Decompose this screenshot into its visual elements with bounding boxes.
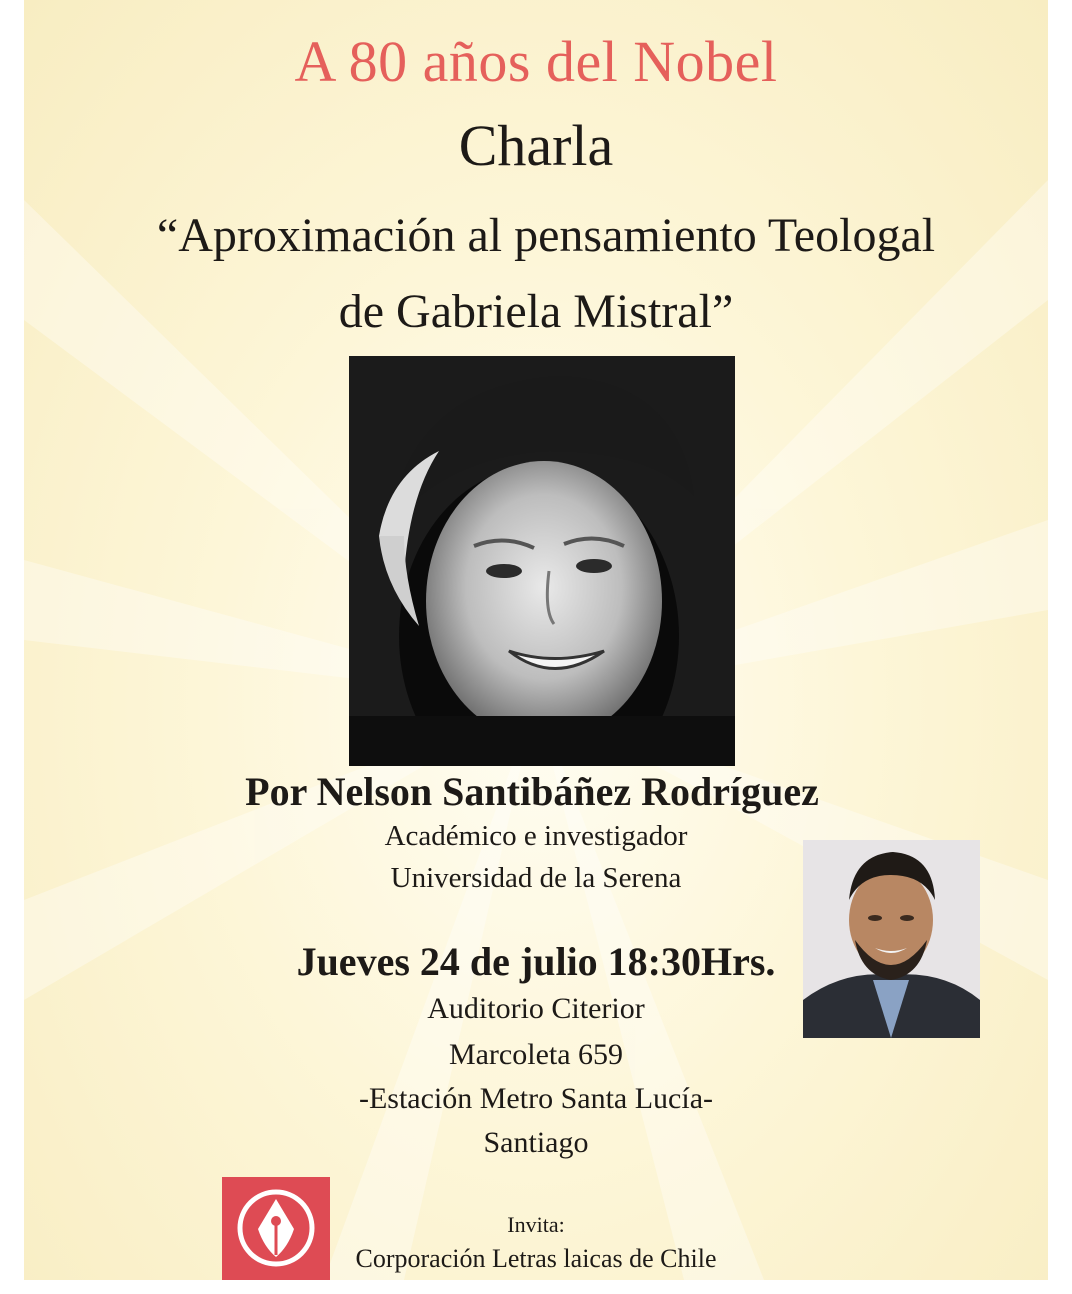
event-type-heading: Charla	[458, 113, 614, 178]
venue-metro: -Estación Metro Santa Lucía-	[358, 1082, 714, 1115]
venue-city: Santiago	[483, 1126, 589, 1159]
speaker-photo	[803, 840, 980, 1038]
gabriela-mistral-portrait	[349, 356, 735, 766]
talk-title-line-1: “Aproximación al pensamiento Teologal	[156, 209, 936, 262]
organizer-name: Corporación Letras laicas de Chile	[355, 1244, 717, 1273]
anniversary-heading: A 80 años del Nobel	[294, 29, 778, 94]
event-date-time: Jueves 24 de julio 18:30Hrs.	[296, 939, 776, 984]
venue-name: Auditorio Citerior	[427, 992, 645, 1025]
invite-label: Invita:	[507, 1212, 565, 1237]
speaker-affiliation: Universidad de la Serena	[390, 862, 682, 894]
event-poster	[24, 0, 1048, 1280]
venue-address: Marcoleta 659	[448, 1038, 624, 1071]
speaker-role: Académico e investigador	[384, 820, 688, 852]
talk-title-line-2: de Gabriela Mistral”	[338, 285, 734, 338]
speaker-name: Por Nelson Santibáñez Rodríguez	[245, 769, 819, 814]
